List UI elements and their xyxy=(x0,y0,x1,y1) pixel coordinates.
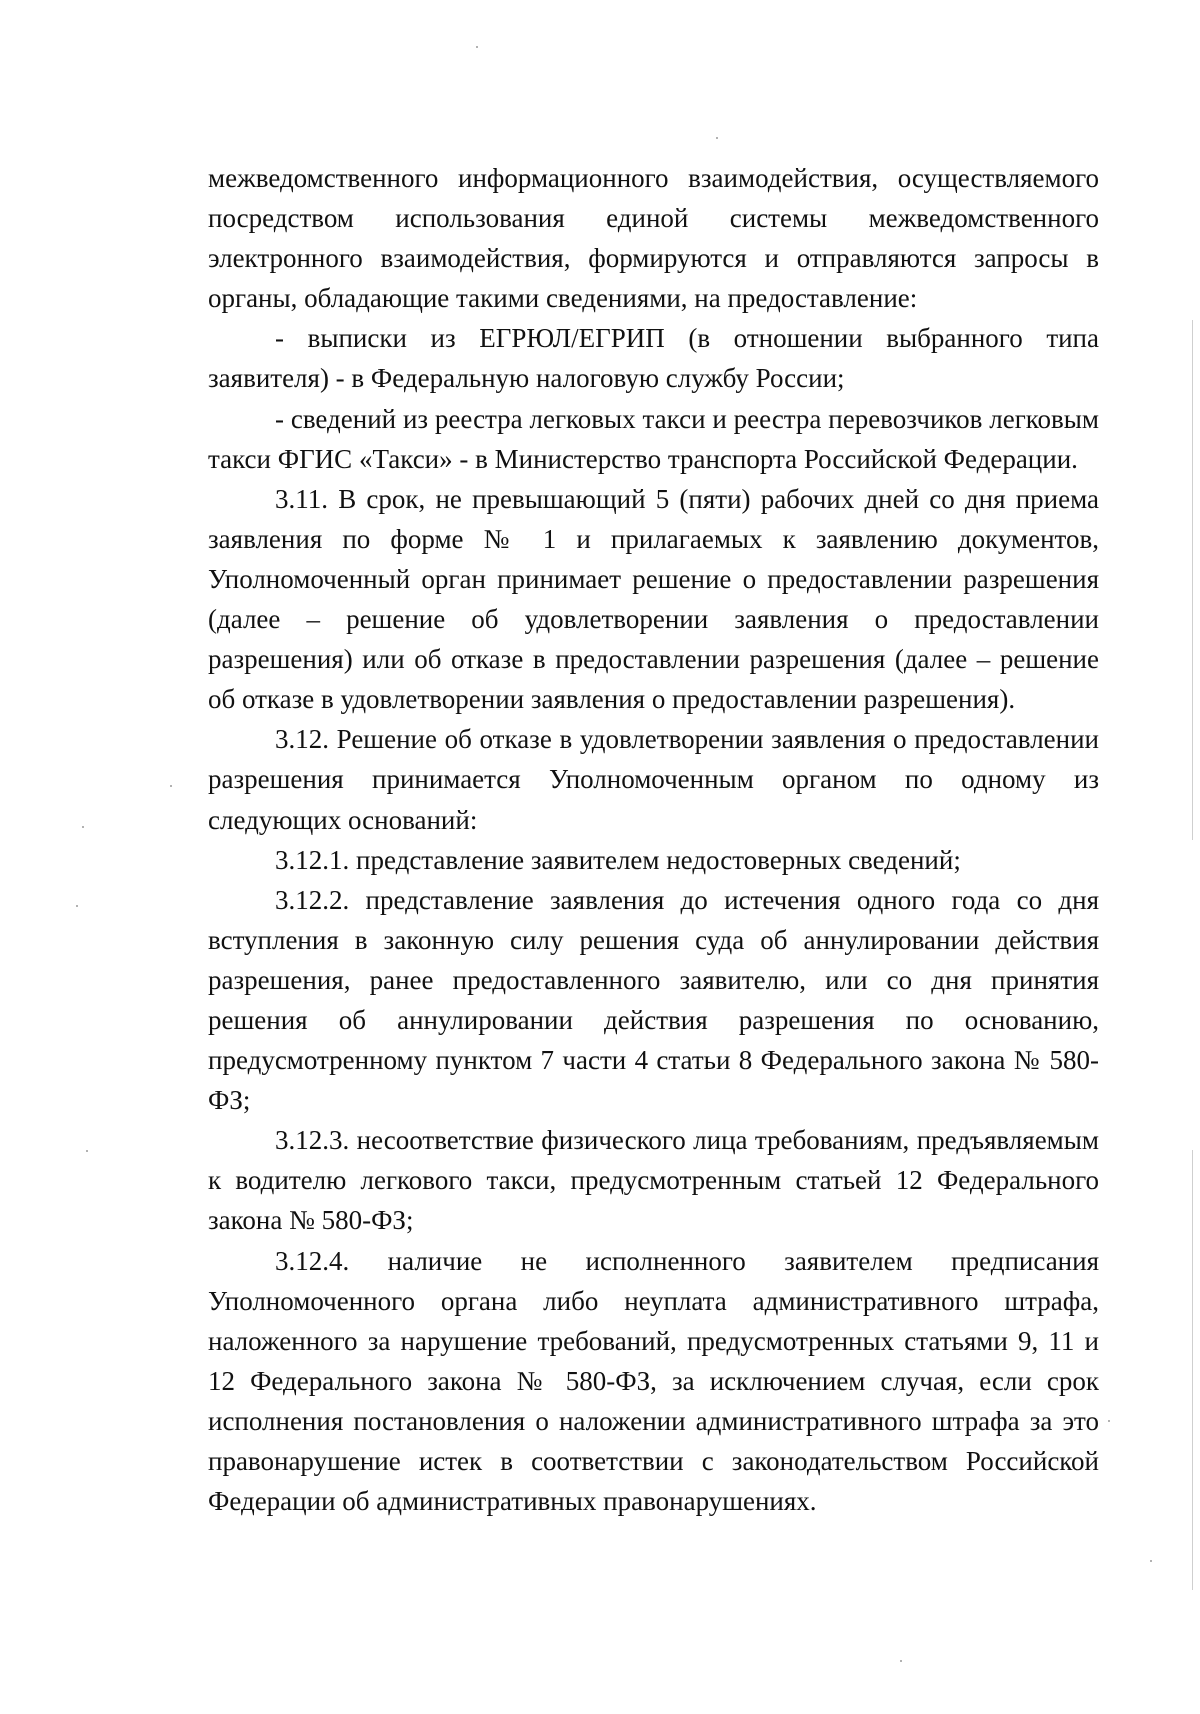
scan-edge-line xyxy=(1192,320,1193,840)
paragraph-3-12-1: 3.12.1. представление заявителем недостоверных сведений; xyxy=(275,844,961,875)
scan-speck xyxy=(716,137,718,139)
paragraph-3-12-4: 3.12.4. наличие не исполненного заявителем предписания Уполномоченного органа либо неуплата административного штрафа, наложенного за нарушение требований, предусмотренных статьями 9, 11 и 12 Федерального закона № 580-ФЗ, за исключением случая, если срок исполнения постановления о наложении административного штрафа за это правонарушение истек в соответствии с законодательством Российской Федерации об административных правонарушениях. xyxy=(208,1245,1099,1517)
scan-speck xyxy=(476,46,478,48)
scan-speck xyxy=(1150,1560,1152,1562)
paragraph-3-12-3: 3.12.3. несоответствие физического лица требованиям, предъявляемым к водителю легкового такси, предусмотренным статьей 12 Федерального закона № 580-ФЗ; xyxy=(208,1125,1099,1236)
document-body xyxy=(208,158,1099,1521)
paragraph-3-12-2: 3.12.2. представление заявления до истечения одного года со дня вступления в законную силу решения суда об аннулировании действия разрешения, ранее предоставленного заявителю, или со дня принятия решения об аннулировании действия разрешения по основанию, предусмотренному пунктом 7 части 4 статьи 8 Федерального закона № 580-ФЗ; xyxy=(208,884,1099,1116)
scan-edge-line xyxy=(1192,1150,1193,1590)
scan-speck xyxy=(170,785,172,787)
paragraph-3-12: 3.12. Решение об отказе в удовлетворении заявления о предоставлении разрешения принимается Уполномоченным органом по одному из следующих оснований: xyxy=(208,724,1099,835)
scan-speck xyxy=(82,826,84,828)
paragraph-3-11: 3.11. В срок, не превышающий 5 (пяти) рабочих дней со дня приема заявления по форме № 1 и прилагаемых к заявлению документов, Уполномоченный орган принимает решение о предоставлении разрешения (далее – решение об удовлетворении заявления о предоставлении разрешения) или об отказе в предоставлении разрешения (далее – решение об отказе в удовлетворении заявления о предоставлении разрешения). xyxy=(208,483,1099,715)
paragraph-egrul-extract: - выписки из ЕГРЮЛ/ЕГРИП (в отношении выбранного типа заявителя) - в Федеральную налоговую службу России; xyxy=(208,323,1099,394)
paragraph-taxi-registry: - сведений из реестра легковых такси и реестра перевозчиков легковым такси ФГИС «Такси» - в Министерство транспорта Российской Федерации. xyxy=(208,403,1099,474)
scan-speck xyxy=(900,1660,902,1662)
scan-speck xyxy=(86,1150,88,1152)
scan-speck xyxy=(76,905,78,907)
scan-speck xyxy=(1108,1420,1110,1422)
paragraph-interagency-requests: межведомственного информационного взаимодействия, осуществляемого посредством использования единой системы межведомственного электронного взаимодействия, формируются и отправляются запросы в органы, обладающие такими сведениями, на предоставление: xyxy=(208,163,1099,314)
